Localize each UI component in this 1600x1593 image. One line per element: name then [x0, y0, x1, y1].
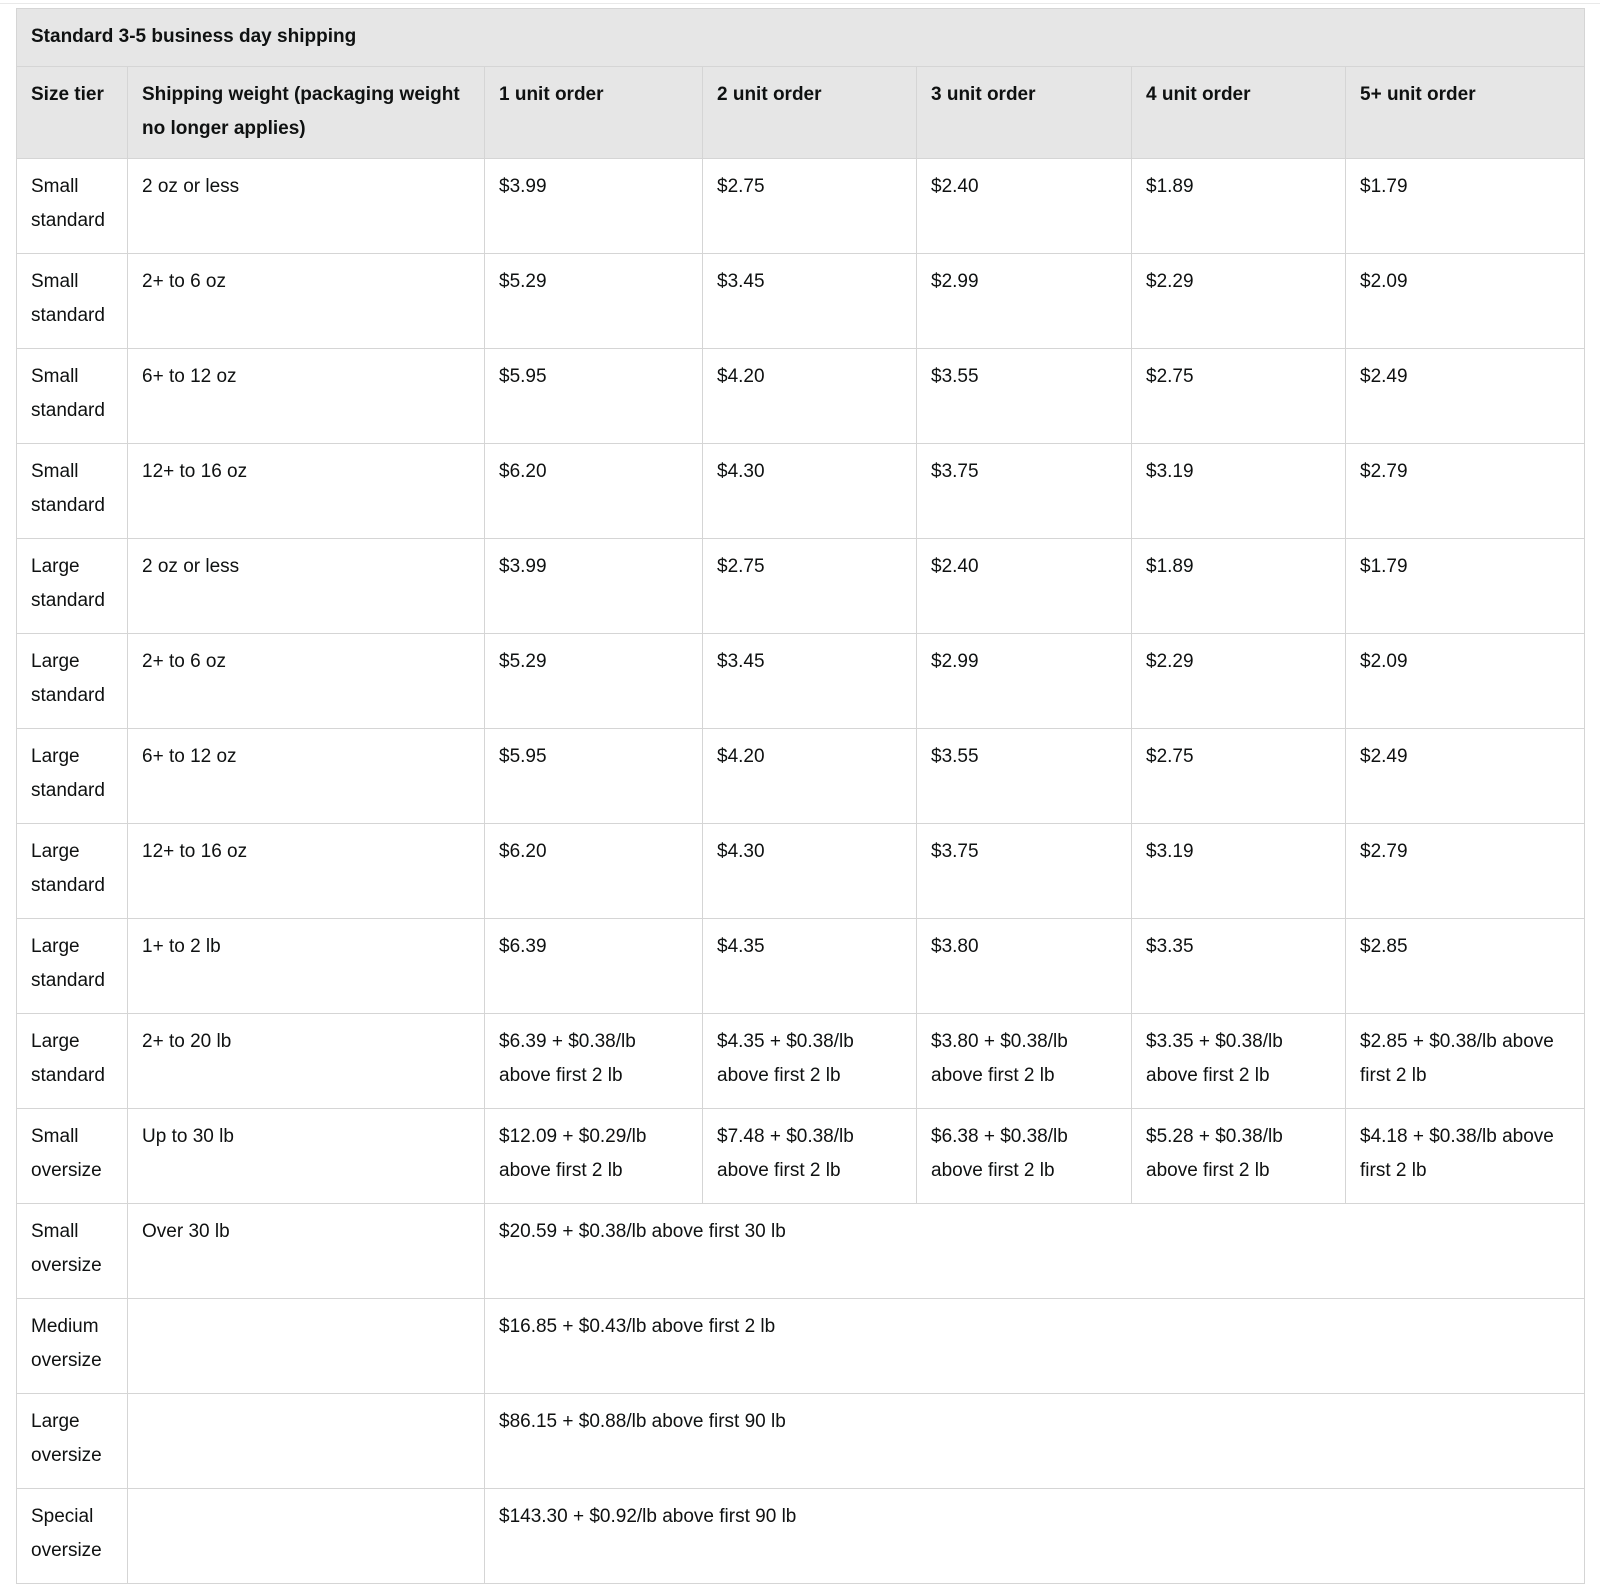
price-cell: $3.75 [917, 824, 1132, 919]
size-tier-cell: Small oversize [17, 1109, 128, 1204]
shipping-weight-cell: 6+ to 12 oz [128, 729, 485, 824]
size-tier-cell: Large standard [17, 824, 128, 919]
table-row [17, 539, 1585, 634]
table-row [17, 159, 1585, 254]
size-tier-cell: Large standard [17, 634, 128, 729]
price-cell: $4.18 + $0.38/lb above first 2 lb [1346, 1109, 1585, 1204]
table-row [17, 634, 1585, 729]
price-cell: $1.79 [1346, 539, 1585, 634]
table-row [17, 1394, 1585, 1489]
price-cell: $7.48 + $0.38/lb above first 2 lb [703, 1109, 917, 1204]
price-cell: $3.80 [917, 919, 1132, 1014]
column-header-2-unit-order: 2 unit order [703, 67, 917, 159]
column-header-1-unit-order: 1 unit order [485, 67, 703, 159]
column-header-row [17, 67, 1585, 159]
price-span-cell: $86.15 + $0.88/lb above first 90 lb [485, 1394, 1585, 1489]
price-cell: $3.75 [917, 444, 1132, 539]
size-tier-cell: Large standard [17, 1014, 128, 1109]
table-row [17, 1014, 1585, 1109]
size-tier-cell: Small standard [17, 444, 128, 539]
price-cell: $5.95 [485, 729, 703, 824]
shipping-weight-cell: 2+ to 6 oz [128, 254, 485, 349]
table-row [17, 919, 1585, 1014]
price-cell: $3.19 [1132, 824, 1346, 919]
price-cell: $2.99 [917, 254, 1132, 349]
column-header-shipping-weight-packaging-weight-no-longer-applies: Shipping weight (packaging weight no longer applies) [128, 67, 485, 159]
price-cell: $3.35 [1132, 919, 1346, 1014]
price-cell: $5.28 + $0.38/lb above first 2 lb [1132, 1109, 1346, 1204]
price-cell: $1.89 [1132, 539, 1346, 634]
page-top-divider [0, 3, 1600, 4]
price-cell: $6.39 [485, 919, 703, 1014]
price-cell: $3.45 [703, 634, 917, 729]
price-cell: $2.40 [917, 539, 1132, 634]
price-cell: $2.49 [1346, 349, 1585, 444]
price-cell: $4.30 [703, 444, 917, 539]
table-row [17, 824, 1585, 919]
title-row [17, 9, 1585, 67]
price-cell: $6.20 [485, 824, 703, 919]
price-span-cell: $20.59 + $0.38/lb above first 30 lb [485, 1204, 1585, 1299]
price-cell: $3.99 [485, 539, 703, 634]
price-cell: $6.39 + $0.38/lb above first 2 lb [485, 1014, 703, 1109]
shipping-weight-cell: 12+ to 16 oz [128, 824, 485, 919]
size-tier-cell: Small standard [17, 159, 128, 254]
size-tier-cell: Large standard [17, 919, 128, 1014]
shipping-rate-table [16, 8, 1585, 1584]
price-cell: $2.75 [703, 539, 917, 634]
price-cell: $4.35 + $0.38/lb above first 2 lb [703, 1014, 917, 1109]
price-cell: $3.19 [1132, 444, 1346, 539]
price-cell: $2.29 [1132, 254, 1346, 349]
price-cell: $2.40 [917, 159, 1132, 254]
column-header-4-unit-order: 4 unit order [1132, 67, 1346, 159]
shipping-weight-cell: 6+ to 12 oz [128, 349, 485, 444]
price-cell: $4.20 [703, 349, 917, 444]
price-cell: $5.29 [485, 634, 703, 729]
size-tier-cell: Large oversize [17, 1394, 128, 1489]
column-header-5-unit-order: 5+ unit order [1346, 67, 1585, 159]
size-tier-cell: Special oversize [17, 1489, 128, 1584]
price-cell: $1.89 [1132, 159, 1346, 254]
size-tier-cell: Small oversize [17, 1204, 128, 1299]
price-span-cell: $143.30 + $0.92/lb above first 90 lb [485, 1489, 1585, 1584]
price-cell: $2.79 [1346, 824, 1585, 919]
shipping-weight-cell: Over 30 lb [128, 1204, 485, 1299]
table-row [17, 254, 1585, 349]
price-cell: $2.09 [1346, 254, 1585, 349]
price-cell: $4.30 [703, 824, 917, 919]
price-cell: $6.20 [485, 444, 703, 539]
price-cell: $6.38 + $0.38/lb above first 2 lb [917, 1109, 1132, 1204]
price-cell: $3.35 + $0.38/lb above first 2 lb [1132, 1014, 1346, 1109]
shipping-weight-cell: 1+ to 2 lb [128, 919, 485, 1014]
price-cell: $5.95 [485, 349, 703, 444]
table-row [17, 1109, 1585, 1204]
price-cell: $2.85 [1346, 919, 1585, 1014]
shipping-weight-cell: 12+ to 16 oz [128, 444, 485, 539]
shipping-weight-cell: 2+ to 20 lb [128, 1014, 485, 1109]
price-cell: $3.55 [917, 729, 1132, 824]
price-cell: $4.35 [703, 919, 917, 1014]
table-title: Standard 3-5 business day shipping [17, 9, 1585, 67]
price-cell: $2.75 [703, 159, 917, 254]
price-cell: $2.85 + $0.38/lb above first 2 lb [1346, 1014, 1585, 1109]
price-cell: $3.55 [917, 349, 1132, 444]
table-row [17, 1489, 1585, 1584]
size-tier-cell: Large standard [17, 729, 128, 824]
price-cell: $2.75 [1132, 349, 1346, 444]
shipping-weight-cell: 2 oz or less [128, 159, 485, 254]
column-header-3-unit-order: 3 unit order [917, 67, 1132, 159]
shipping-weight-cell [128, 1299, 485, 1394]
shipping-weight-cell: 2+ to 6 oz [128, 634, 485, 729]
price-cell: $12.09 + $0.29/lb above first 2 lb [485, 1109, 703, 1204]
price-cell: $3.80 + $0.38/lb above first 2 lb [917, 1014, 1132, 1109]
size-tier-cell: Small standard [17, 254, 128, 349]
shipping-weight-cell [128, 1489, 485, 1584]
price-cell: $5.29 [485, 254, 703, 349]
price-span-cell: $16.85 + $0.43/lb above first 2 lb [485, 1299, 1585, 1394]
table-row [17, 1299, 1585, 1394]
table-row [17, 349, 1585, 444]
price-cell: $2.29 [1132, 634, 1346, 729]
price-cell: $2.79 [1346, 444, 1585, 539]
table-row [17, 444, 1585, 539]
price-cell: $3.45 [703, 254, 917, 349]
shipping-weight-cell [128, 1394, 485, 1489]
shipping-weight-cell: Up to 30 lb [128, 1109, 485, 1204]
price-cell: $2.49 [1346, 729, 1585, 824]
price-cell: $4.20 [703, 729, 917, 824]
size-tier-cell: Small standard [17, 349, 128, 444]
price-cell: $2.99 [917, 634, 1132, 729]
price-cell: $3.99 [485, 159, 703, 254]
price-cell: $2.75 [1132, 729, 1346, 824]
size-tier-cell: Large standard [17, 539, 128, 634]
price-cell: $1.79 [1346, 159, 1585, 254]
size-tier-cell: Medium oversize [17, 1299, 128, 1394]
price-cell: $2.09 [1346, 634, 1585, 729]
shipping-weight-cell: 2 oz or less [128, 539, 485, 634]
table-row [17, 729, 1585, 824]
table-row [17, 1204, 1585, 1299]
column-header-size-tier: Size tier [17, 67, 128, 159]
